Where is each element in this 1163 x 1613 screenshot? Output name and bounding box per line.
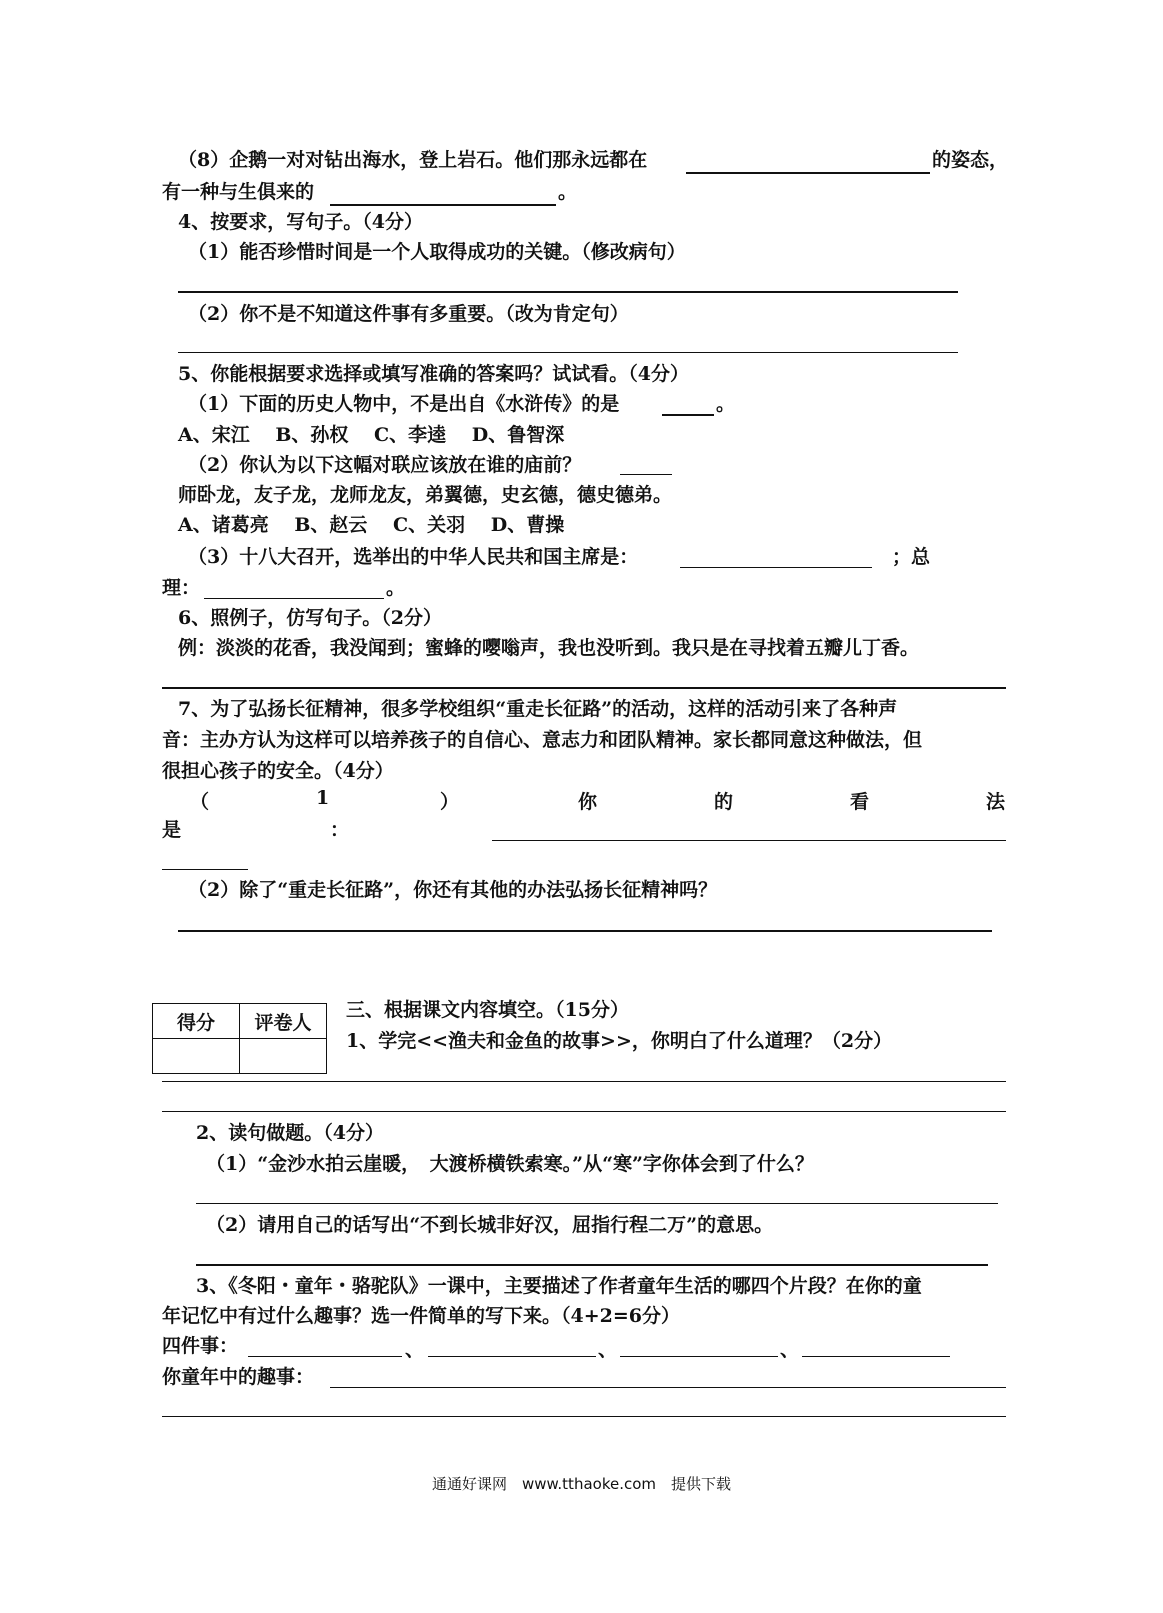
grader-cell[interactable]	[240, 1039, 327, 1074]
q7-item1-cont: 是	[162, 819, 182, 841]
page-footer: 通通好课网 www.tthaoke.com 提供下载	[431, 1475, 732, 1493]
q6-answer-line[interactable]	[162, 687, 1006, 689]
grader-header: 评卷人	[240, 1004, 327, 1039]
q4-title: 4、按要求，写句子。（4分）	[178, 211, 423, 233]
section3-q1-answer-line-1[interactable]	[162, 1081, 1006, 1082]
q5-item3-cont: 理：	[162, 577, 201, 599]
score-box	[152, 1003, 327, 1074]
q7-line3: 很担心孩子的安全。（4分）	[162, 760, 394, 782]
q7-item1-colon: ：	[330, 819, 350, 841]
q5-item3-blank-1[interactable]	[680, 567, 872, 568]
section3-q2-answer-line-2[interactable]	[196, 1264, 988, 1266]
q5-title: 5、你能根据要求选择或填写准确的答案吗？试试看。（4分）	[178, 363, 689, 385]
section3-q2-answer-line-1[interactable]	[196, 1203, 998, 1204]
section3-q1: 1、学完<<渔夫和金鱼的故事>>，你明白了什么道理？（2分）	[346, 1030, 893, 1052]
four-things-sep: 、	[598, 1339, 618, 1361]
four-things-label: 四件事：	[162, 1335, 239, 1357]
q5-item1-blank[interactable]	[662, 414, 714, 416]
fun-thing-blank-1[interactable]	[330, 1387, 1006, 1388]
q7-item1-char: ）	[440, 791, 460, 813]
q7-line2: 音：主办方认为这样可以培养孩子的自信心、意志力和团队精神。家长都同意这种做法，但	[162, 729, 923, 751]
q7-item1-char: 法	[986, 791, 1006, 813]
section3-q3-line1: 3、《冬阳・童年・骆驼队》一课中，主要描述了作者童年生活的哪四个片段？在你的童	[196, 1275, 922, 1297]
q7-item1-char: 的	[714, 791, 734, 813]
q5-item2-blank[interactable]	[620, 474, 672, 475]
q7-item1-blank-2[interactable]	[162, 869, 248, 870]
q5-item2-options: A、诸葛亮 B、赵云 C、关羽 D、曹操	[178, 514, 565, 536]
q7-item1-char: 看	[850, 791, 870, 813]
q7-item2: （2）除了“重走长征路”，你还有其他的办法弘扬长征精神吗？	[188, 879, 718, 901]
q3-8-blank-2[interactable]	[330, 204, 556, 206]
q5-couplet: 师卧龙，友子龙，龙师龙友，弟翼德，史玄德，德史德弟。	[178, 484, 673, 506]
q5-item1-end: 。	[716, 393, 736, 415]
four-things-blank-4[interactable]	[802, 1356, 950, 1357]
section3-q3-line2: 年记忆中有过什么趣事？选一件简单的写下来。（4+2=6分）	[162, 1305, 681, 1327]
q5-item1-options: A、宋江 B、孙权 C、李逵 D、鲁智深	[178, 424, 565, 446]
section3-q1-answer-line-2[interactable]	[162, 1111, 1006, 1112]
section3-q2-item2: （2）请用自己的话写出“不到长城非好汉，屈指行程二万”的意思。	[206, 1214, 774, 1236]
q7-item1-blank-1[interactable]	[492, 840, 1006, 841]
q5-item3-end: 。	[386, 577, 406, 599]
q3-8-line1-text: （8）企鹅一对对钻出海水，登上岩石。他们那永远都在	[178, 149, 648, 171]
q7-line1: 7、为了弘扬长征精神，很多学校组织“重走长征路”的活动，这样的活动引来了各种声	[178, 698, 898, 720]
q5-item3-text: （3）十八大召开，选举出的中华人民共和国主席是：	[188, 546, 639, 568]
q5-item2: （2）你认为以下这幅对联应该放在谁的庙前？	[188, 454, 582, 476]
q7-item1-char: 你	[578, 791, 598, 813]
section3-q2-title: 2、读句做题。（4分）	[196, 1122, 384, 1144]
score-cell[interactable]	[153, 1039, 240, 1074]
q5-item3-suffix: ；总	[892, 546, 931, 568]
q5-item3-blank-2[interactable]	[204, 598, 384, 599]
q3-8-line2-text: 有一种与生俱来的	[162, 181, 315, 203]
four-things-blank-2[interactable]	[428, 1356, 596, 1357]
q7-item1-char: （	[190, 791, 210, 813]
four-things-sep: 、	[405, 1339, 425, 1361]
four-things-blank-1[interactable]	[248, 1356, 402, 1357]
q4-answer-line-1[interactable]	[178, 291, 958, 293]
q4-item2: （2）你不是不知道这件事有多重要。（改为肯定句）	[188, 303, 629, 325]
q4-answer-line-2[interactable]	[178, 352, 958, 353]
four-things-blank-3[interactable]	[620, 1356, 778, 1357]
section3-title: 三、根据课文内容填空。（15分）	[346, 999, 629, 1021]
four-things-sep: 、	[780, 1339, 800, 1361]
score-header: 得分	[153, 1004, 240, 1039]
q3-8-line1-end: 的姿态，	[932, 149, 1009, 171]
q3-8-blank-1[interactable]	[686, 172, 930, 174]
section3-q2-item1: （1）“金沙水拍云崖暖， 大渡桥横铁索寒。”从“寒”字你体会到了什么？	[206, 1153, 814, 1175]
fun-thing-label: 你童年中的趣事：	[162, 1366, 315, 1388]
q7-item2-answer-line[interactable]	[178, 930, 992, 932]
q6-title: 6、照例子，仿写句子。（2分）	[178, 607, 442, 629]
q6-example: 例：淡淡的花香，我没闻到；蜜蜂的嘤嗡声，我也没听到。我只是在寻找着五瓣儿丁香。	[178, 637, 920, 659]
q3-8-line2-end: 。	[558, 181, 578, 203]
fun-thing-blank-2[interactable]	[162, 1416, 1006, 1417]
q5-item1: （1）下面的历史人物中，不是出自《水浒传》的是	[188, 393, 620, 415]
q7-item1-char: 1	[316, 787, 330, 809]
q4-item1: （1）能否珍惜时间是一个人取得成功的关键。（修改病句）	[188, 241, 686, 263]
